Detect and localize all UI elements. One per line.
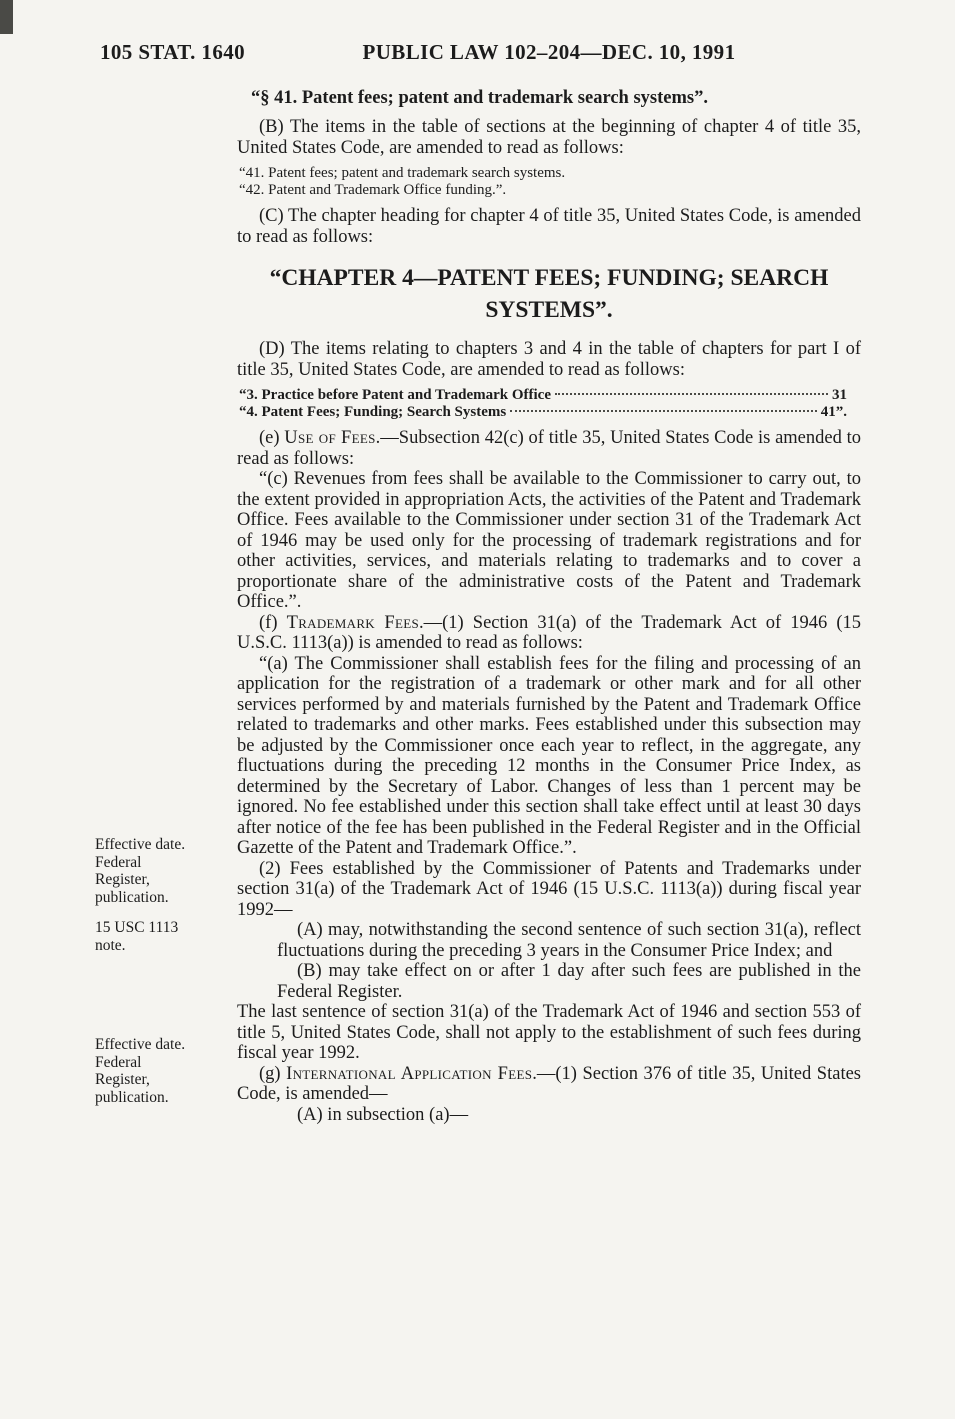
- paragraph-g-rest: .—(1) Section 376 of title 35, United States Code, is amended—: [237, 1063, 861, 1104]
- paragraph-f-prefix: (f): [259, 612, 287, 633]
- chapter-entry-page: 41”.: [820, 404, 847, 420]
- paragraph-f-smallcaps: Trademark Fees: [286, 612, 419, 633]
- subparagraph-g-a: (A) in subsection (a)—: [297, 1104, 469, 1125]
- margin-note-line: Effective date.: [95, 836, 186, 853]
- margin-note-line: Federal: [95, 853, 142, 871]
- paragraph-b: (B) The items in the table of sections at the beginning of chapter 4 of title 35, United States Code, are amended to read as follows:: [237, 117, 861, 158]
- dot-leader: [510, 410, 817, 412]
- table-of-sections-item: “42. Patent and Trademark Office funding.”.: [239, 182, 507, 198]
- paragraph-e-smallcaps: Use of Fees: [284, 428, 376, 448]
- table-of-chapters: [239, 387, 861, 421]
- margin-note-line: note.: [95, 936, 126, 954]
- margin-note-line: Effective date.: [95, 1036, 186, 1053]
- paragraph-g-prefix: (g): [259, 1063, 287, 1084]
- table-of-sections: [239, 165, 861, 199]
- paragraph-d: (D) The items relating to chapters 3 and 4 in the table of chapters for part I of title 35, United States Code, are amended to read as follows:: [237, 339, 861, 380]
- paragraph-c: (C) The chapter heading for chapter 4 of title 35, United States Code, is amended to read as follows:: [237, 206, 861, 247]
- section-41-heading: “§ 41. Patent fees; patent and trademark search systems”.: [251, 88, 708, 108]
- paragraph-f-rest: .—(1) Section 31(a) of the Trademark Act of 1946 (15 U.S.C. 1113(a)) is amended to read as follows:: [237, 612, 862, 653]
- quoted-subsection-c: “(c) Revenues from fees shall be available to the Commissioner to carry out, to the extent provided in appropriation Acts, the activities of the Patent and Trademark Office. Fees available to the Commissioner under section 31 of the Trademark Act of 1946 may be used only for the processing of trademark registrations and for other activities, services, and materials relating to trademarks and to cover a proportionate share of the administrative costs of the Patent and Trademark Office.”.: [237, 469, 861, 612]
- paragraph-e-rest: .—Subsection 42(c) of title 35, United States Code is amended to read as follows:: [237, 428, 861, 469]
- chapter-entry-label: “3. Practice before Patent and Trademark Office: [239, 387, 551, 403]
- quoted-subsection-a: “(a) The Commissioner shall establish fees for the filing and processing of an application for the registration of a trademark or other mark and for all other services performed by and materials furnished by the Patent and Trademark Office related to trademarks and other marks. Fees established under this subsection may be adjusted by the Commissioner once each year to reflect, in the aggregate, any fluctuations during the preceding 12 months in the Consumer Price Index, as determined by the Secretary of Labor. Changes of less than 1 percent may be ignored. No fee established under this section shall take effect until at least 30 days after notice of the fee has been published in the Federal Register and in the Official Gazette of the Patent and Trademark Office.”.: [237, 653, 861, 858]
- dot-leader: [555, 393, 828, 395]
- closing-paragraph: The last sentence of section 31(a) of the Trademark Act of 1946 and section 553 of title 5, United States Code, shall not apply to the establishment of such fees during fiscal year 1992.: [237, 1002, 861, 1063]
- statute-page-number: 105 STAT. 1640: [100, 40, 246, 64]
- paragraph-e: [237, 428, 861, 469]
- table-of-sections-item: “41. Patent fees; patent and trademark search systems.: [239, 165, 566, 181]
- table-of-chapters-row: [239, 404, 861, 421]
- chapter-entry-page: 31: [832, 387, 847, 403]
- chapter-4-heading: “CHAPTER 4—PATENT FEES; FUNDING; SEARCH SYSTEMS”.: [269, 265, 829, 323]
- paragraph-g-smallcaps: International Application Fees: [286, 1063, 533, 1084]
- paragraph-2: (2) Fees established by the Commissioner of Patents and Trademarks under section 31(a) of the Trademark Act of 1946 (15 U.S.C. 1113(a)) during fiscal year 1992—: [237, 858, 861, 920]
- chapter-entry-label: “4. Patent Fees; Funding; Search Systems: [239, 404, 507, 420]
- scan-artifact: [0, 0, 13, 34]
- paragraph-f: [237, 613, 861, 654]
- margin-note-line: Register,: [95, 871, 150, 888]
- margin-note-line: Register,: [95, 1071, 150, 1088]
- margin-note-line: publication.: [95, 888, 169, 906]
- page-header: [0, 40, 955, 70]
- margin-note-effective-date-1: [95, 836, 233, 906]
- paragraph-e-prefix: (e): [259, 428, 285, 448]
- margin-note-effective-date-2: [95, 1036, 233, 1106]
- paragraph-g: [237, 1064, 861, 1105]
- margin-note-usc-1113: [95, 919, 233, 954]
- table-of-chapters-row: [239, 387, 861, 404]
- public-law-title: PUBLIC LAW 102–204—DEC. 10, 1991: [362, 40, 736, 64]
- statute-text-column: [237, 88, 861, 1125]
- subparagraph-a: (A) may, notwithstanding the second sentence of such section 31(a), reflect fluctuations during the preceding 3 years in the Consumer Price Index; and: [277, 920, 861, 961]
- margin-note-line: publication.: [95, 1088, 169, 1106]
- margin-note-line: 15 USC 1113: [95, 919, 179, 936]
- margin-note-line: Federal: [95, 1053, 142, 1071]
- subparagraph-b: (B) may take effect on or after 1 day after such fees are published in the Federal Register.: [277, 961, 861, 1002]
